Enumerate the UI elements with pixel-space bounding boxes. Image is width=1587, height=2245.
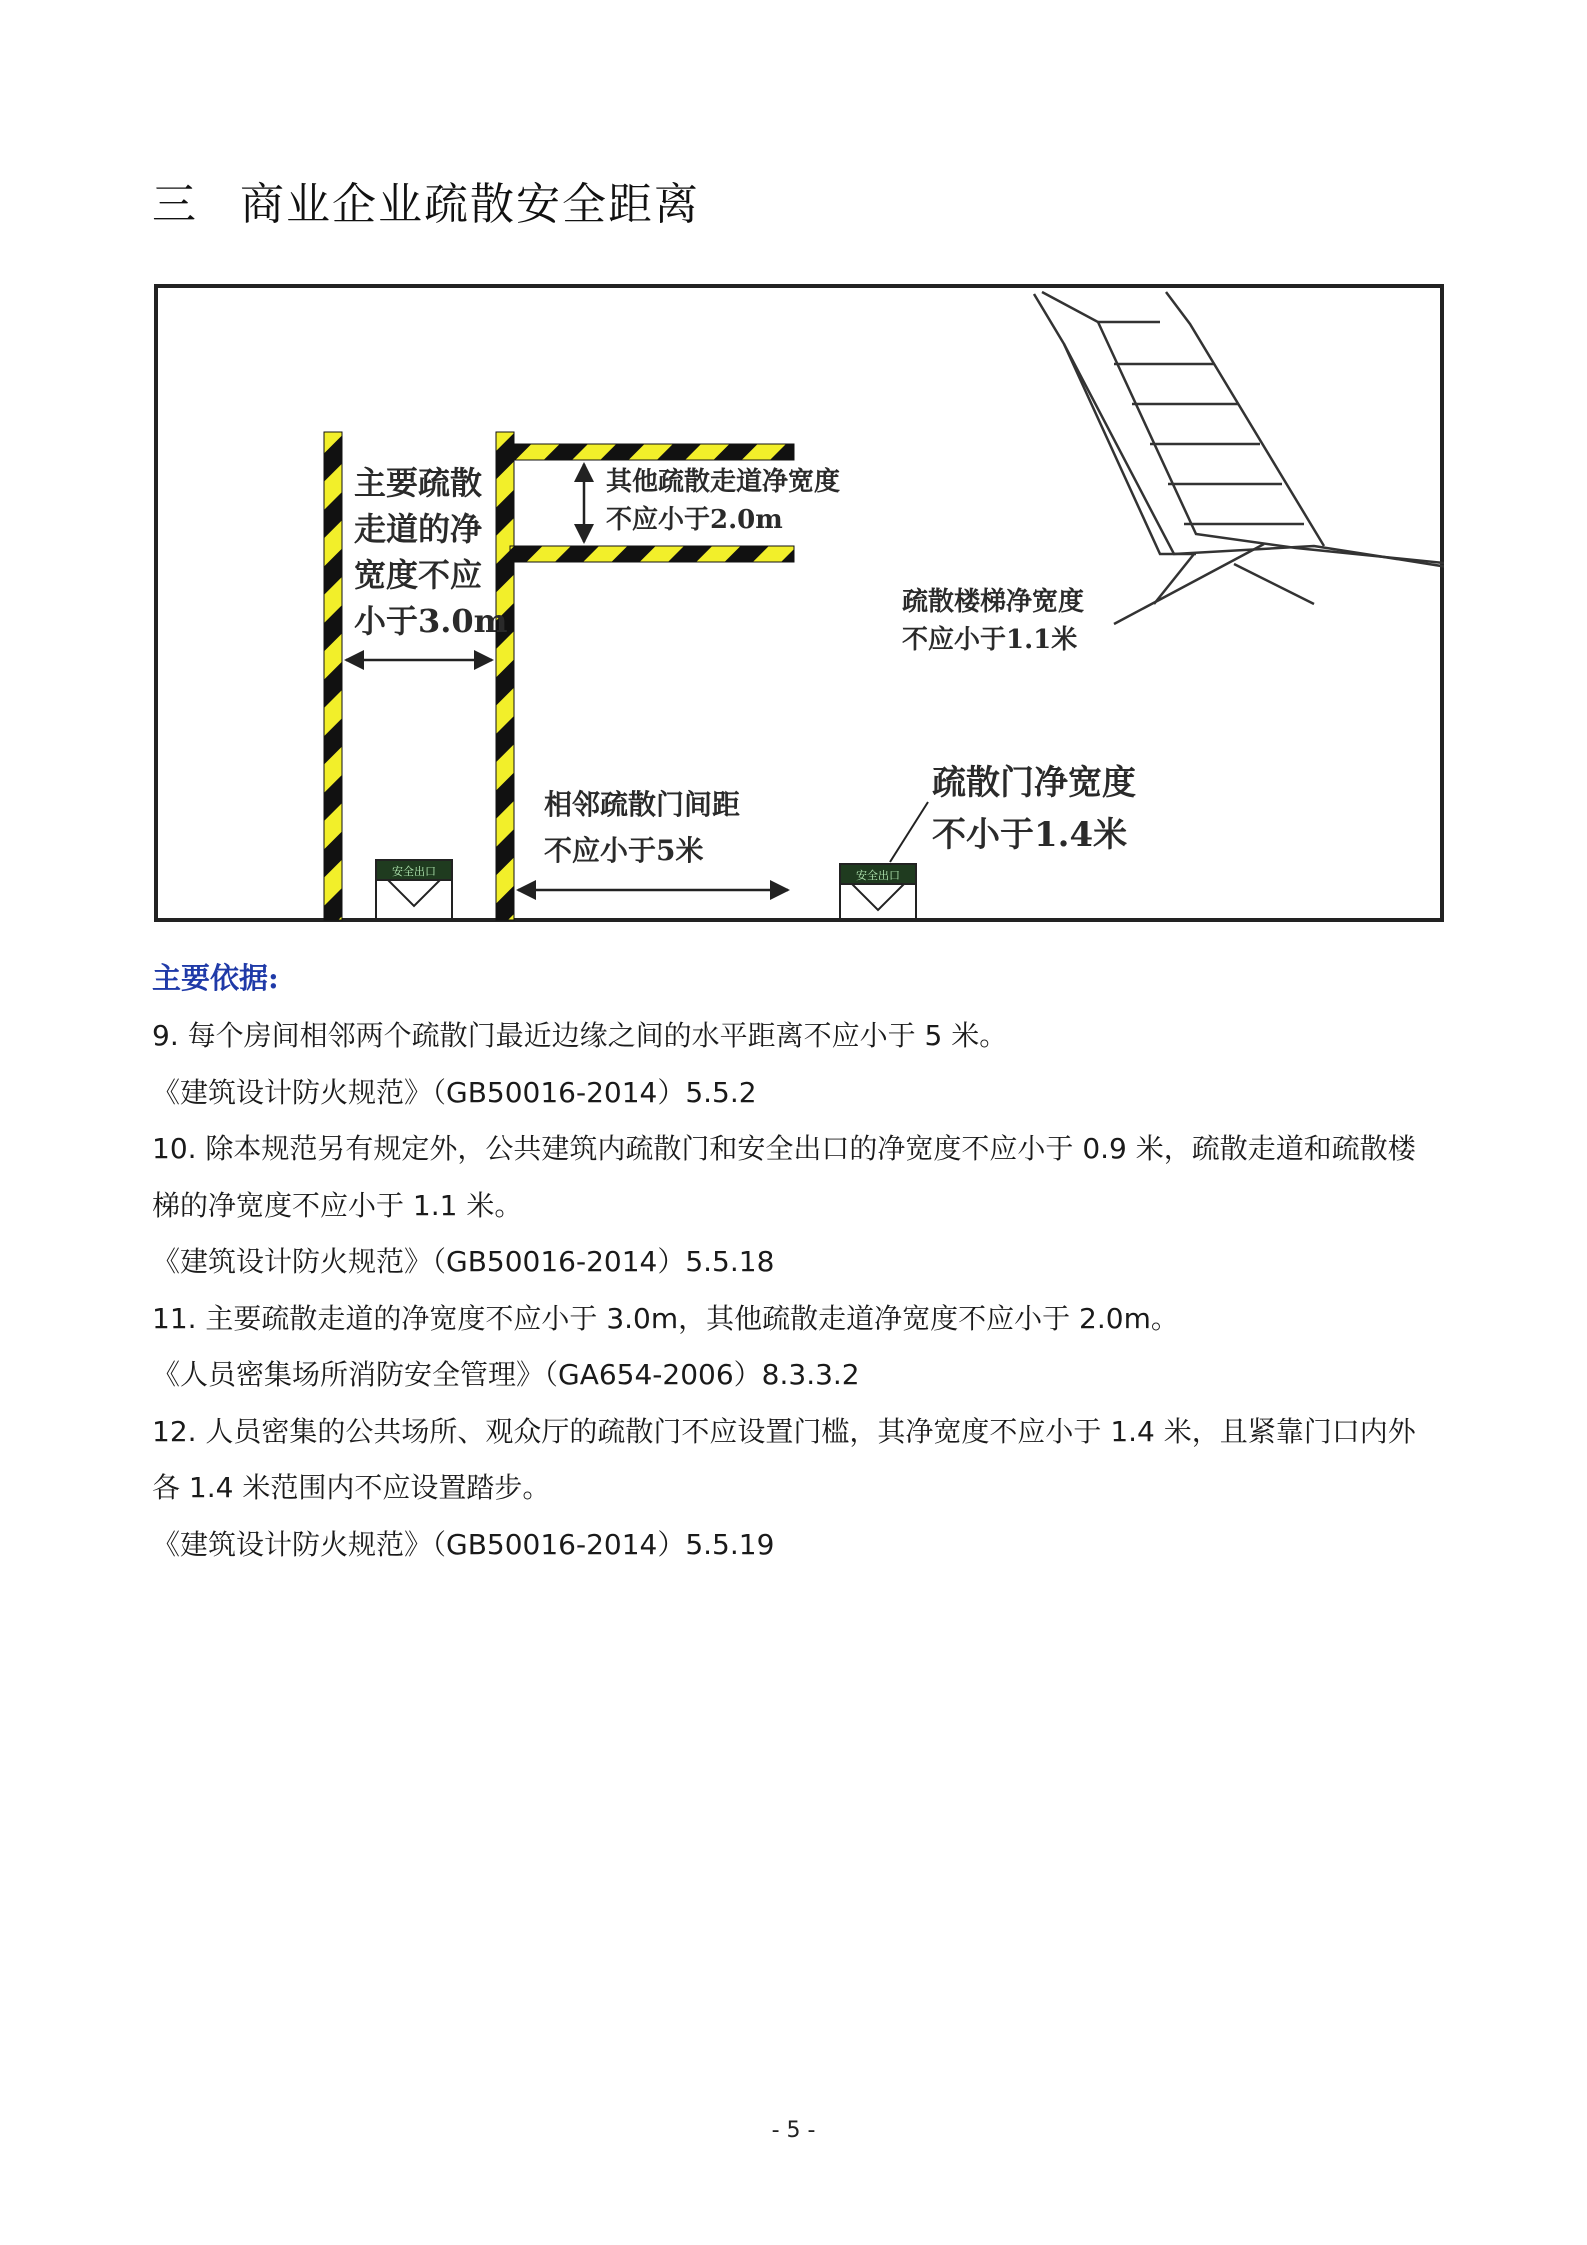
exit-sign-right: 安全出口 — [856, 869, 900, 882]
other-corridor-label-1: 其他疏散走道净宽度 — [606, 467, 841, 497]
basis-line-8: 12. 人员密集的公共场所、观众厅的疏散门不应设置门槛，其净宽度不应小于 1.4 米，且紧靠门口内外 — [152, 1414, 1416, 1448]
door-spacing-label-1: 相邻疏散门间距 — [544, 788, 741, 821]
basis-line-5: 《建筑设计防火规范》（GB50016-2014）5.5.18 — [152, 1245, 775, 1278]
left-wall-stripe — [324, 432, 342, 920]
exit-sign-left: 安全出口 — [392, 865, 436, 878]
lower-corridor-stripe — [510, 546, 794, 562]
basis-line-9: 各 1.4 米范围内不应设置踏步。 — [152, 1471, 551, 1504]
basis-label: 主要依据: — [152, 961, 279, 995]
main-corridor-label-1: 主要疏散 — [354, 464, 483, 502]
section-heading — [152, 168, 700, 232]
door-spacing-label-2: 不应小于5米 — [544, 834, 704, 867]
door-width-label-1: 疏散门净宽度 — [932, 763, 1136, 803]
other-corridor-label-2: 不应小于2.0m — [606, 505, 783, 535]
page-number: - 5 - — [771, 2118, 816, 2143]
section-title: 商业企业疏散安全距离 — [240, 179, 700, 230]
basis-line-4: 梯的净宽度不应小于 1.1 米。 — [152, 1188, 523, 1222]
section-number: 三 — [152, 179, 198, 230]
basis-text — [152, 1008, 1452, 1573]
main-corridor-label-4: 小于3.0m — [354, 602, 508, 640]
stair-label-2: 不应小于1.1米 — [902, 625, 1078, 655]
right-wall-stripe — [496, 432, 514, 920]
basis-line-10: 《建筑设计防火规范》（GB50016-2014）5.5.19 — [152, 1527, 775, 1561]
basis-line-1: 9. 每个房间相邻两个疏散门最近边缘之间的水平距离不应小于 5 米。 — [152, 1019, 1008, 1052]
evacuation-diagram — [154, 284, 1444, 922]
stair-label-1: 疏散楼梯净宽度 — [902, 587, 1085, 617]
main-corridor-label-3: 宽度不应 — [354, 556, 483, 594]
upper-corridor-stripe — [510, 444, 794, 460]
door-width-label-2: 不小于1.4米 — [932, 815, 1128, 855]
basis-line-2: 《建筑设计防火规范》（GB50016-2014）5.5.2 — [152, 1075, 757, 1109]
diagram-frame — [156, 286, 1442, 920]
main-corridor-label-2: 走道的净 — [354, 510, 483, 548]
basis-line-6: 11. 主要疏散走道的净宽度不应小于 3.0m，其他疏散走道净宽度不应小于 2.0m。 — [152, 1301, 1179, 1335]
basis-line-7: 《人员密集场所消防安全管理》（GA654-2006）8.3.3.2 — [152, 1358, 860, 1391]
basis-line-3: 10. 除本规范另有规定外，公共建筑内疏散门和安全出口的净宽度不应小于 0.9 米，疏散走道和疏散楼 — [152, 1132, 1416, 1165]
